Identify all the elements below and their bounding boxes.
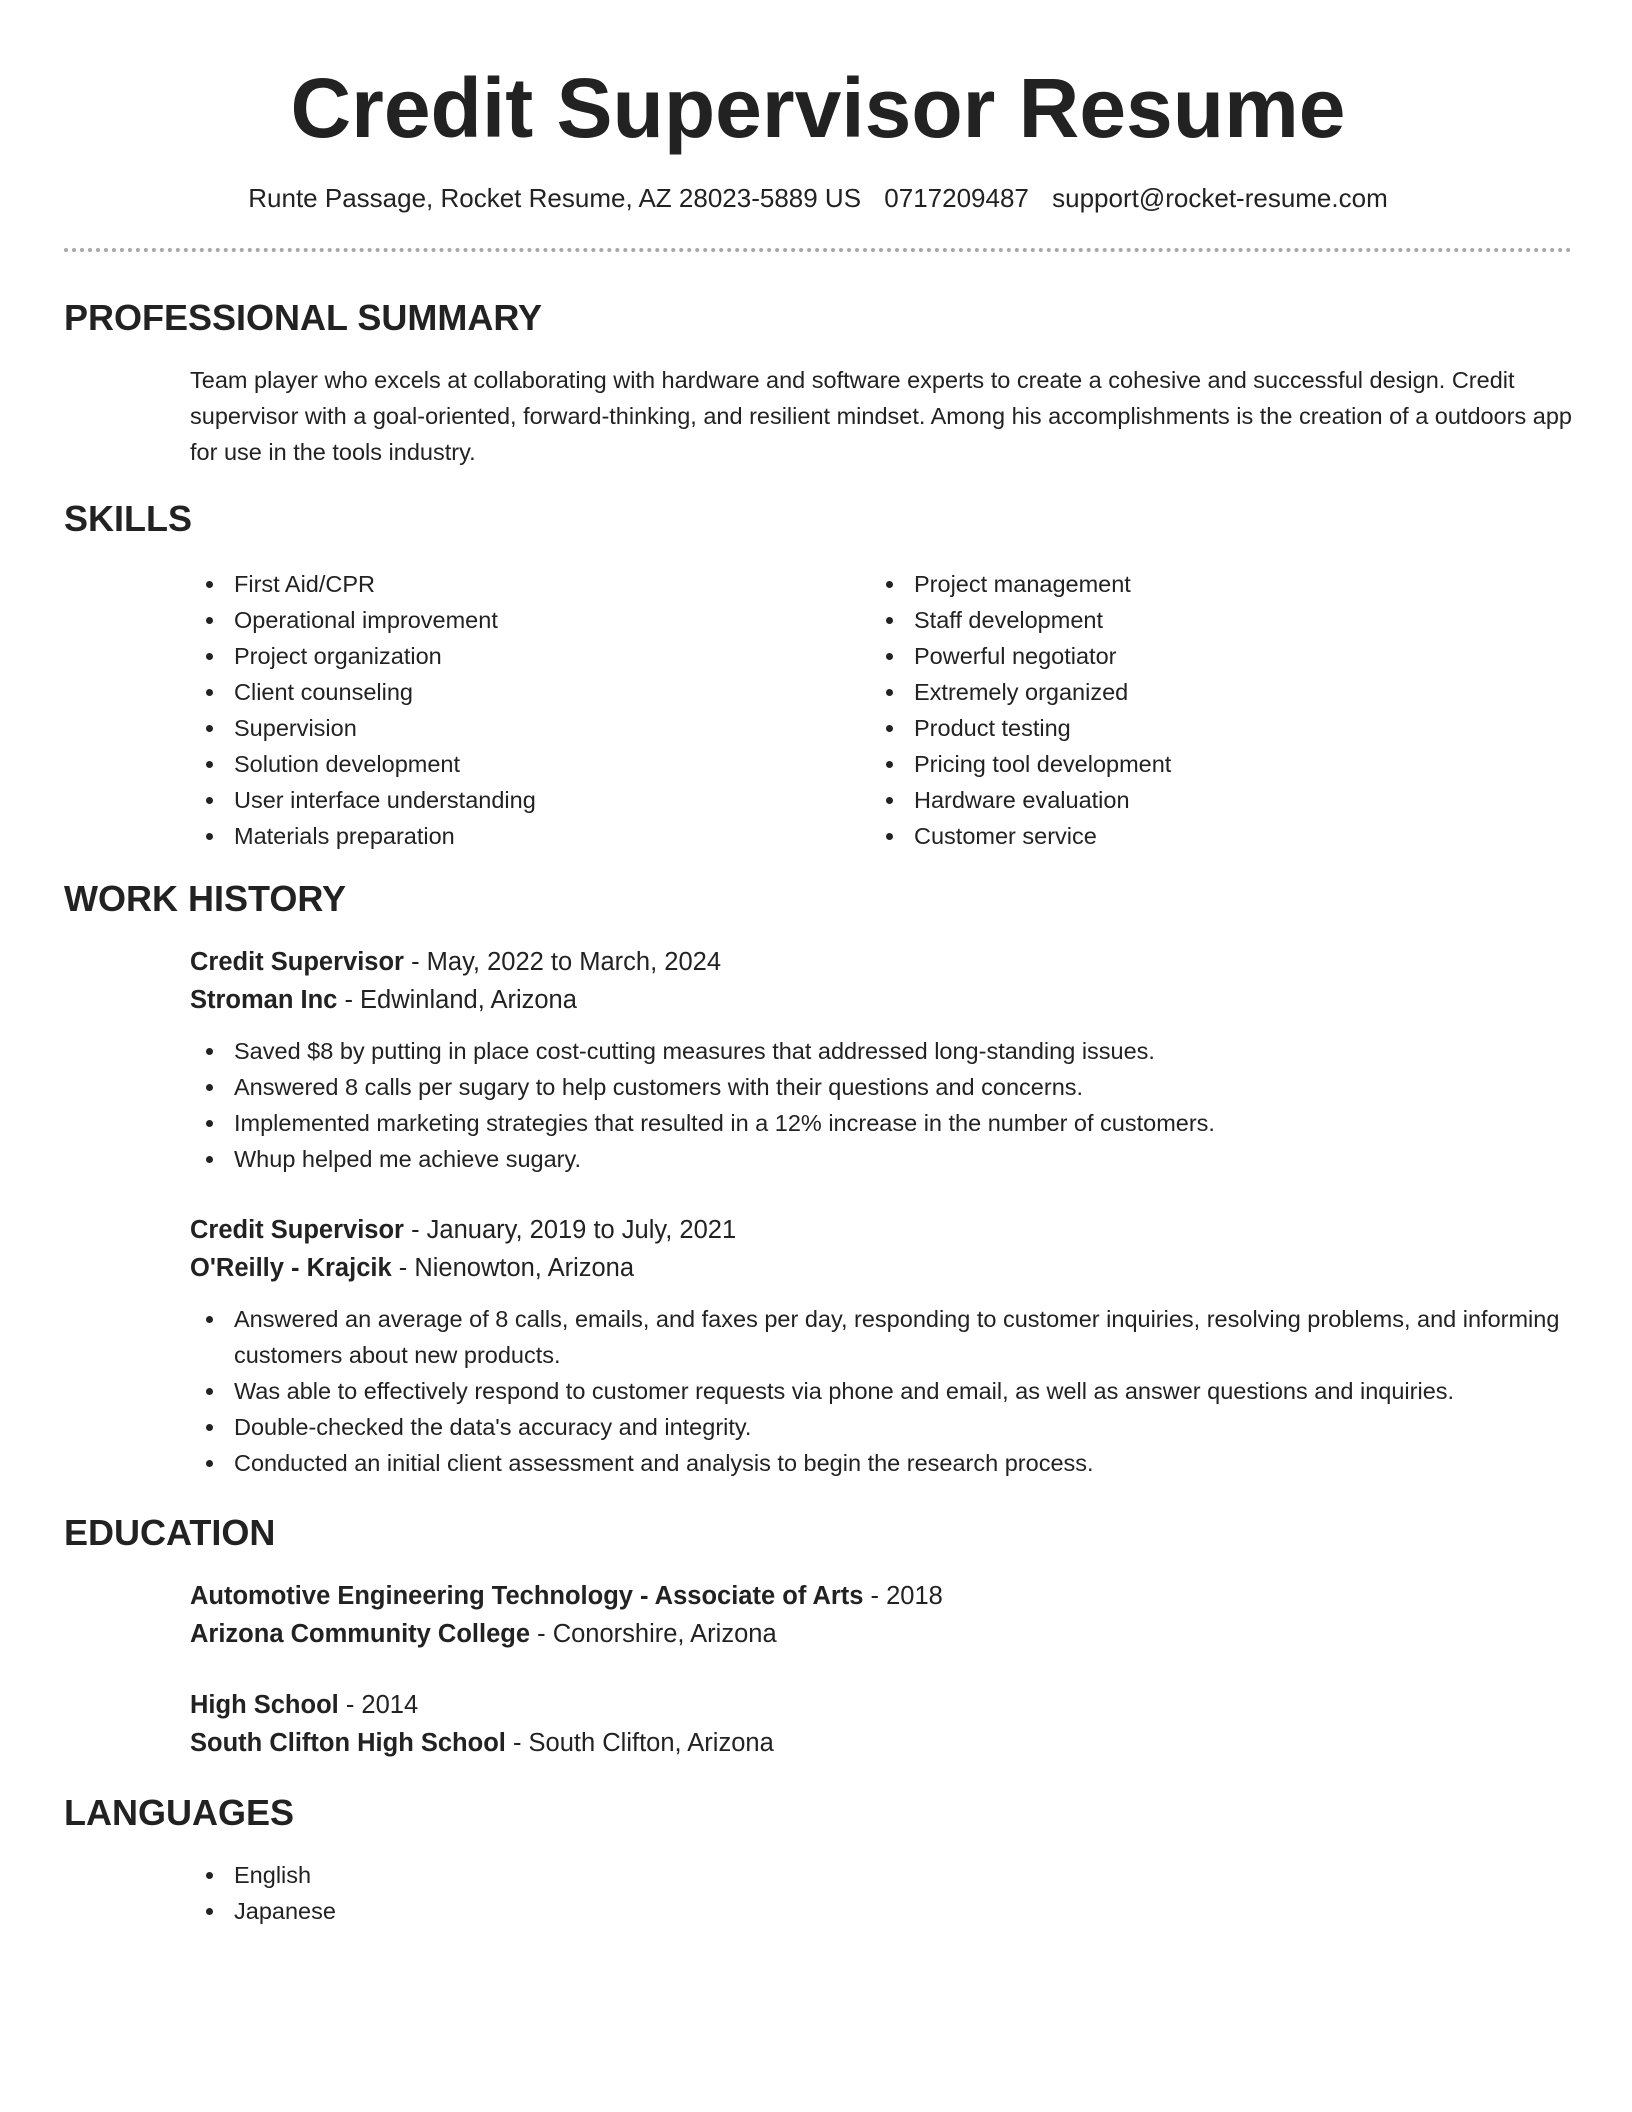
skill-item: Staff development xyxy=(870,602,1550,638)
education-degree-line xyxy=(190,1577,1572,1615)
job-bullets xyxy=(190,1033,1572,1177)
skill-item: Operational improvement xyxy=(190,602,870,638)
education-location: - Conorshire, Arizona xyxy=(530,1620,777,1648)
job-company: Stroman Inc xyxy=(190,986,338,1014)
skills-grid xyxy=(190,566,1572,854)
job-bullet: Whup helped me achieve sugary. xyxy=(190,1141,1572,1177)
education-year: - 2018 xyxy=(863,1582,943,1610)
education-entry xyxy=(190,1686,1572,1762)
skill-item: Extremely organized xyxy=(870,674,1550,710)
job-dates: - January, 2019 to July, 2021 xyxy=(403,1216,737,1244)
education-entry xyxy=(190,1577,1572,1653)
education-degree: High School xyxy=(190,1691,339,1719)
education-school: South Clifton High School xyxy=(190,1729,506,1757)
job-dates: - May, 2022 to March, 2024 xyxy=(403,948,722,976)
section-title-work: WORK HISTORY xyxy=(64,878,347,919)
contact-email: support@rocket-resume.com xyxy=(1052,183,1388,213)
skill-item: Pricing tool development xyxy=(870,746,1550,782)
skill-item: Materials preparation xyxy=(190,818,870,854)
contact-phone: 0717209487 xyxy=(884,183,1029,213)
skill-item: Project organization xyxy=(190,638,870,674)
section-title-summary: PROFESSIONAL SUMMARY xyxy=(64,297,543,338)
job-bullets xyxy=(190,1301,1572,1481)
job-bullet: Implemented marketing strategies that resulted in a 12% increase in the number of customers. xyxy=(190,1105,1572,1141)
job-location: - Nienowton, Arizona xyxy=(391,1254,635,1282)
language-item: Japanese xyxy=(190,1893,1572,1929)
job-role-line xyxy=(190,1211,1572,1249)
job-bullet: Answered an average of 8 calls, emails, and faxes per day, responding to customer inquiries, resolving problems, and informing customers about new products. xyxy=(190,1301,1572,1373)
languages-list xyxy=(190,1857,1572,1929)
job-company-line xyxy=(190,1249,1572,1287)
resume-title: Credit Supervisor Resume xyxy=(290,61,1346,155)
job-location: - Edwinland, Arizona xyxy=(337,986,577,1014)
skill-item: Supervision xyxy=(190,710,870,746)
skill-item: Client counseling xyxy=(190,674,870,710)
education-location: - South Clifton, Arizona xyxy=(505,1729,774,1757)
summary-text: Team player who excels at collaborating with hardware and software experts to create a cohesive and successful design. Credit supervisor with a goal-oriented, forward-thinking, and resilient mindset. Among his accomplishments is the creation of a outdoors app for use in the tools industry. xyxy=(190,367,1572,465)
education-year: - 2014 xyxy=(338,1691,419,1719)
job-company: O'Reilly - Krajcik xyxy=(190,1254,392,1282)
education-school-line xyxy=(190,1724,1572,1762)
skill-item: Powerful negotiator xyxy=(870,638,1550,674)
skills-list-right xyxy=(870,566,1550,854)
education-school-line xyxy=(190,1615,1572,1653)
contact-address: Runte Passage, Rocket Resume, AZ 28023-5889 US xyxy=(248,183,862,213)
education-degree: Automotive Engineering Technology - Associate of Arts xyxy=(190,1582,864,1610)
job-company-line xyxy=(190,981,1572,1019)
skill-item: User interface understanding xyxy=(190,782,870,818)
job-role: Credit Supervisor xyxy=(190,948,404,976)
skill-item: First Aid/CPR xyxy=(190,566,870,602)
skills-list-left xyxy=(190,566,870,854)
contact-line xyxy=(64,180,1572,216)
job-role-line xyxy=(190,943,1572,981)
skill-item: Product testing xyxy=(870,710,1550,746)
job-entry xyxy=(190,1211,1572,1481)
language-item: English xyxy=(190,1857,1572,1893)
job-role: Credit Supervisor xyxy=(190,1216,404,1244)
skill-item: Project management xyxy=(870,566,1550,602)
job-bullet: Conducted an initial client assessment and analysis to begin the research process. xyxy=(190,1445,1572,1481)
section-title-education: EDUCATION xyxy=(64,1512,276,1553)
education-school: Arizona Community College xyxy=(190,1620,531,1648)
header-divider xyxy=(64,248,1572,252)
education-degree-line xyxy=(190,1686,1572,1724)
section-title-languages: LANGUAGES xyxy=(64,1792,295,1833)
skill-item: Hardware evaluation xyxy=(870,782,1550,818)
job-bullet: Double-checked the data's accuracy and integrity. xyxy=(190,1409,1572,1445)
job-entry xyxy=(190,943,1572,1177)
skill-item: Customer service xyxy=(870,818,1550,854)
job-bullet: Answered 8 calls per sugary to help customers with their questions and concerns. xyxy=(190,1069,1572,1105)
job-bullet: Was able to effectively respond to customer requests via phone and email, as well as answer questions and inquiries. xyxy=(190,1373,1572,1409)
section-title-skills: SKILLS xyxy=(64,498,193,539)
skill-item: Solution development xyxy=(190,746,870,782)
job-bullet: Saved $8 by putting in place cost-cutting measures that addressed long-standing issues. xyxy=(190,1033,1572,1069)
